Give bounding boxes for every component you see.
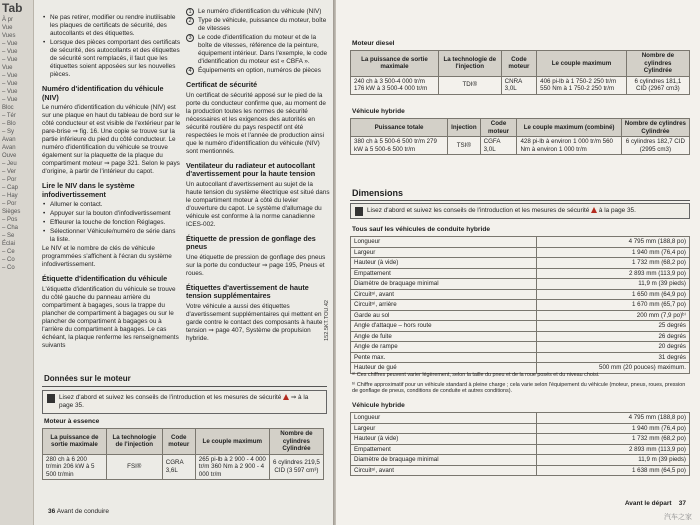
dimension-value: 4 795 mm (188,8 po) <box>537 237 690 248</box>
book-icon <box>355 207 363 216</box>
table-row <box>351 434 690 445</box>
index-tab: – Se <box>2 233 15 239</box>
col-header: Le couple maximum <box>195 429 269 455</box>
dimension-value: 200 mm (7,9 po)ᵇ⁾ <box>537 310 690 321</box>
cell-cylinders: 6 cylindres 182,7 CID (2995 cm3) <box>621 137 689 155</box>
col-header: Code moteur <box>501 51 536 77</box>
dimension-value: 1 732 mm (68,2 po) <box>537 434 690 445</box>
numbered-item <box>186 17 330 33</box>
table-row <box>43 454 324 480</box>
index-tab: – Tér <box>2 113 16 119</box>
dimension-label: Circuitᵃ⁾, avant <box>351 289 537 300</box>
dimension-value: 500 mm (20 pouces) maximum. <box>537 363 690 374</box>
cell-injection: FSI® <box>106 454 162 480</box>
step-item: • Effleurer la touche de fonction Réglages. <box>42 219 182 227</box>
index-tab: – Vue <box>2 41 18 47</box>
index-tab: – Hay <box>2 193 18 199</box>
col-header: Injection <box>448 119 480 137</box>
index-tab: À pr <box>2 17 14 23</box>
index-tab: – Cha <box>2 225 19 231</box>
bullet-item: • Ne pas retirer, modifier ou rendre inutilisable les plaques de certificats de sécurité, des autocollants et des étiquettes. <box>42 14 182 38</box>
dimension-label: Hauteur (à vide) <box>351 258 537 269</box>
notice-page-ref: ⇒ à la page 35. <box>59 394 309 409</box>
bullet-item: • Lorsque des pièces comportant des certificats de sécurité, des autocollants et des étiquettes de sécurité sont remplacés, il faut que les étiquettes soient apposées sur les nouvelles pièces. <box>42 39 182 79</box>
table-row <box>351 258 690 269</box>
fan-heading: Ventilateur du radiateur et autocollant d'avertissement pour la haute tension <box>186 160 316 178</box>
warning-triangle-icon <box>283 394 289 400</box>
left-column-1 <box>42 14 182 353</box>
cell-code: CGFA 3,0L <box>480 137 517 155</box>
right-footer <box>625 500 686 507</box>
index-tab: Bloc <box>2 105 14 111</box>
left-footer <box>48 508 109 515</box>
all-vehicles-label: Tous sauf les véhicules de conduite hybride <box>352 226 491 233</box>
engine-section-title: Données sur le moteur <box>44 374 131 383</box>
index-tab: – Vue <box>2 97 18 103</box>
col-header: La puissance de sortie maximale <box>43 429 107 455</box>
dimension-label: Empattement <box>351 268 537 279</box>
numbered-text: Le numéro d'identification du véhicule (NIV) <box>198 8 322 15</box>
left-column-2 <box>186 8 330 346</box>
side-code: 152.5KT.TOU.42 <box>324 300 330 341</box>
dimension-label: Empattement <box>351 444 537 455</box>
dimension-value: 26 degrés <box>537 331 690 342</box>
book-icon <box>47 394 55 403</box>
cell-torque: 406 pi-lb à 1 750-2 250 tr/m 550 Nm à 1 750-2 250 tr/m <box>537 76 627 94</box>
cell-power: 280 ch à 6 200 tr/min 206 kW à 5 500 tr/min <box>43 454 107 480</box>
cell-power: 240 ch à 3 500-4 000 tr/m 176 kW à 3 500-4 000 tr/m <box>351 76 439 94</box>
notice-text: Lisez d'abord et suivez les conseils de l'introduction et les mesures de sécurité <box>59 394 282 401</box>
section-rule <box>42 386 327 387</box>
dimension-value: 20 degrés <box>537 342 690 353</box>
gas-engine-table <box>42 428 324 480</box>
table-row <box>351 413 690 424</box>
index-tab: – Por <box>2 177 17 183</box>
table-row <box>351 137 690 155</box>
col-header: Nombre de cylindres Cylindrée <box>626 51 689 77</box>
table-row <box>351 465 690 476</box>
dimension-value: 25 degrés <box>537 321 690 332</box>
hybrid-label: Véhicule hybride <box>352 108 405 115</box>
col-header: Le couple maximum <box>537 51 627 77</box>
numbered-text: Type de véhicule, puissance du moteur, boîte de vitesses <box>198 17 327 32</box>
dimension-label: Angle d'attaque – hors route <box>351 321 537 332</box>
table-row <box>351 444 690 455</box>
dimension-label: Diamètre de braquage minimal <box>351 455 537 466</box>
col-header: Nombre de cylindres Cylindrée <box>269 429 323 455</box>
vehicle-label-heading: Étiquette d'identification du véhicule <box>42 274 168 283</box>
footer-title: Avant de conduire <box>56 508 109 515</box>
index-tab-strip <box>0 0 34 525</box>
dimension-label: Pente max. <box>351 352 537 363</box>
engine-notice <box>42 390 327 414</box>
table-row <box>351 342 690 353</box>
index-tab: Éclai <box>2 241 16 247</box>
cell-code: CNRA 3,0L <box>501 76 536 94</box>
dimension-value: 1 638 mm (64,5 po) <box>537 465 690 476</box>
footnotes <box>352 372 688 398</box>
numbered-item <box>186 34 330 66</box>
numbered-item <box>186 67 330 75</box>
footnote: ᵃ⁾ Ces chiffres peuvent varier légèrement, selon la taille du pneu et de la roue posés et du niveau choisi. <box>352 372 600 378</box>
hybrid-dims-label: Véhicule hybride <box>352 402 405 409</box>
dimension-value: 1 940 mm (76,4 po) <box>537 423 690 434</box>
tire-heading: Étiquette de pression de gonflage des pneus <box>186 233 316 251</box>
cell-torque: 265 pi-lb à 2 900 - 4 000 tr/m 360 Nm à 2 900 - 4 000 tr/m <box>195 454 269 480</box>
dimensions-table <box>350 236 690 374</box>
hybrid-table <box>350 118 690 155</box>
safety-cert-heading: Certificat de sécurité <box>186 80 258 89</box>
index-tab: Tab <box>2 1 23 15</box>
table-row <box>351 289 690 300</box>
dimension-label: Hauteur (à vide) <box>351 434 537 445</box>
index-tab: – Vue <box>2 57 18 63</box>
step-item: • Allumer le contact. <box>42 201 182 209</box>
cell-injection: TSI® <box>448 137 480 155</box>
index-tab: – Sy <box>2 129 15 135</box>
right-page <box>336 0 700 525</box>
callout-number: 4 <box>186 67 194 75</box>
col-header: Puissance totale <box>351 119 448 137</box>
diesel-label: Moteur diesel <box>352 40 395 47</box>
dimension-value: 1 732 mm (68,2 po) <box>537 258 690 269</box>
dimension-label: Longueur <box>351 237 537 248</box>
numbered-item <box>186 8 330 16</box>
index-tab: – Co <box>2 257 15 263</box>
index-tab: Avan <box>2 145 16 151</box>
callout-number: 2 <box>186 17 194 25</box>
tire-text: Une étiquette de pression de gonflage des pneus sur la porte du conducteur ⇒ page 195, Pneus et roues. <box>186 253 326 277</box>
col-header: Le couple maximum (combiné) <box>517 119 621 137</box>
table-row <box>351 423 690 434</box>
dimension-label: Circuitᵃ⁾, avant <box>351 465 537 476</box>
dimension-label: Hauteur de gué <box>351 363 537 374</box>
dimension-value: 31 degrés <box>537 352 690 363</box>
dimension-label: Diamètre de braquage minimal <box>351 279 537 290</box>
hv-text: Votre véhicule a aussi des étiquettes d'avertissement supplémentaires qui mettent en garde contre le contact des composants à haute tension ⇒ page 407, Système de propulsion hybride. <box>186 302 323 342</box>
footnote: ᵇ⁾ Chiffre approximatif pour un véhicule standard à pleine charge ; cela varie selon l'équipement du véhicule (moteur, pneus, roues, pression de gonflage de pneus, conditions de conduite et autres conditions). <box>352 381 686 395</box>
dimension-label: Longueur <box>351 413 537 424</box>
index-tab: – Pos <box>2 217 18 223</box>
step-item: • Sélectionner Véhicule/numéro de série dans la liste. <box>42 228 182 244</box>
step-item: • Appuyer sur la bouton d'infodivertissement <box>42 210 182 218</box>
hv-heading: Étiquettes d'avertissement de haute tension supplémentaires <box>186 282 309 300</box>
vin-infotainment-note: Le NIV et le nombre de clés de véhicule programmées s'affichent à l'écran du système infodivertissement. <box>42 245 172 268</box>
col-header: Code moteur <box>162 429 195 455</box>
dimension-value: 11,9 m (39 pieds) <box>537 455 690 466</box>
section-rule <box>350 200 690 201</box>
callout-number: 3 <box>186 34 194 42</box>
col-header: Nombre de cylindres Cylindrée <box>621 119 689 137</box>
table-row <box>351 247 690 258</box>
cell-injection: TDI® <box>438 76 501 94</box>
numbered-text: Le code d'identification du moteur et de la boîte de vitesses, référence de la peinture, équipement intérieur. Dans l'exemple, le code d'identification du moteur est « CBFA ». <box>198 34 328 65</box>
left-page <box>34 0 334 525</box>
table-row <box>351 237 690 248</box>
footer-title: Avant le départ <box>624 500 672 507</box>
dimension-label: Angle de rampe <box>351 342 537 353</box>
dimension-label: Largeur <box>351 247 537 258</box>
warning-triangle-icon <box>591 207 597 213</box>
table-row <box>351 331 690 342</box>
col-header: La puissance de sortie maximale <box>351 51 439 77</box>
table-row <box>351 76 690 94</box>
table-row <box>351 279 690 290</box>
index-tab: – Vue <box>2 49 18 55</box>
fan-text: Un autocollant d'avertissement au sujet de la haute tension du système électrique est situé dans le compartiment moteur à côté du levier d'ouverture du capot. Le système d'allumage du véhicule est conforme à la norme canadienne ICES-002. <box>186 180 330 228</box>
notice-page-ref: à la page 35. <box>598 207 636 214</box>
index-tab: – Ce <box>2 249 15 255</box>
cell-torque: 428 pi-lb à environ 1 000 tr/m 560 Nm à environ 1 000 tr/m <box>517 137 621 155</box>
table-row <box>351 310 690 321</box>
index-tab: Vue <box>2 25 13 31</box>
index-tab: – Por <box>2 201 17 207</box>
index-tab: – Cap <box>2 185 19 191</box>
dimension-value: 1 670 mm (65,7 po) <box>537 300 690 311</box>
col-header: Code moteur <box>480 119 517 137</box>
index-tab: – Blo <box>2 121 16 127</box>
index-tab: Vues <box>2 33 16 39</box>
gas-engine-label: Moteur à essence <box>44 418 100 425</box>
callout-number: 1 <box>186 8 194 16</box>
index-tab: – Ver <box>2 169 17 175</box>
table-row <box>351 455 690 466</box>
cell-power: 380 ch à 5 500-6 500 tr/m 279 kW à 5 500-6 500 tr/m <box>351 137 448 155</box>
dimension-value: 2 893 mm (113,9 po) <box>537 444 690 455</box>
col-header: La technologie de l'injection <box>438 51 501 77</box>
table-row <box>351 300 690 311</box>
index-tab: – Co <box>2 265 15 271</box>
dimension-value: 1 940 mm (76,4 po) <box>537 247 690 258</box>
dimensions-notice <box>350 203 690 219</box>
dimension-label: Circuitᵃ⁾, arrière <box>351 300 537 311</box>
dimension-value: 2 893 mm (113,9 po) <box>537 268 690 279</box>
dimension-label: Angle de fuite <box>351 331 537 342</box>
index-tab: Sièges <box>2 209 21 215</box>
cell-cylinders: 6 cylindres 219,5 CID (3 597 cm³) <box>269 454 323 480</box>
table-row <box>351 321 690 332</box>
dimension-label: Garde au sol <box>351 310 537 321</box>
index-tab: Ouve <box>2 153 17 159</box>
dimension-value: 4 795 mm (188,8 po) <box>537 413 690 424</box>
dimension-label: Largeur <box>351 423 537 434</box>
page-number: 36 <box>48 508 56 515</box>
index-tab: – Vue <box>2 73 18 79</box>
index-tab: – Vue <box>2 81 18 87</box>
watermark: 汽车之家 <box>664 514 692 521</box>
vehicle-label-text: L'étiquette d'identification du véhicule se trouve du côté gauche du panneau arrière du compartiment à bagages, sous la trappe du plancher de compartiment à bagages ou sur le plancher de compartiment à bagages ou à l'arrière du compartiment à bagages. Le cas échéant, la plaque renferme les renseignements suivants <box>42 285 179 349</box>
hybrid-dimensions-table <box>350 412 690 476</box>
cell-code: CGRA 3,6L <box>162 454 195 480</box>
table-row <box>351 352 690 363</box>
dimensions-title: Dimensions <box>352 188 404 198</box>
vin-infotainment-heading: Lire le NIV dans le système infodivertissement <box>42 181 135 199</box>
vin-heading: Numéro d'identification du véhicule (NIV) <box>42 84 164 102</box>
page-number: 37 <box>678 500 686 507</box>
numbered-text: Équipements en option, numéros de pièces <box>198 67 321 74</box>
cell-cylinders: 6 cylindres 181,1 CID (2967 cm3) <box>626 76 689 94</box>
diesel-table <box>350 50 690 95</box>
notice-text: Lisez d'abord et suivez les conseils de l'introduction et les mesures de sécurité <box>367 207 590 214</box>
index-tab: Vue <box>2 65 13 71</box>
table-row <box>351 268 690 279</box>
col-header: La technologie de l'injection <box>106 429 162 455</box>
dimension-value: 11,9 m (39 pieds) <box>537 279 690 290</box>
safety-cert-text: Un certificat de sécurité apposé sur le pied de la porte du conducteur confirme que, au moment de la production toutes les normes de sécurité nécessaires et les exigences des autorités en sécurité routière du pays respectif ont été respectées le mois et l'année de production ainsi que le numéro d'identification du véhicule (NIV) sont mentionnés. <box>186 91 326 155</box>
index-tab: – Jeu <box>2 161 17 167</box>
vin-text: Le numéro d'identification du véhicule (NIV) est sur une plaque en haut du tableau de bord sur le côté conducteur et est visible de l'extérieur par le pare-brise ⇒ fig. 16. Une copie se trouve sur la partie inférieure du pied du côté conducteur. Le numéro d'identification du véhicule se trouve également sur la plaquette de la plaque du compartiment moteur ⇒ page 321. Selon le pays d'origine, à partir de l'intérieur du capot. <box>42 104 181 175</box>
index-tab: Avan <box>2 137 16 143</box>
dimension-value: 1 650 mm (64,9 po) <box>537 289 690 300</box>
index-tab: – Vue <box>2 89 18 95</box>
